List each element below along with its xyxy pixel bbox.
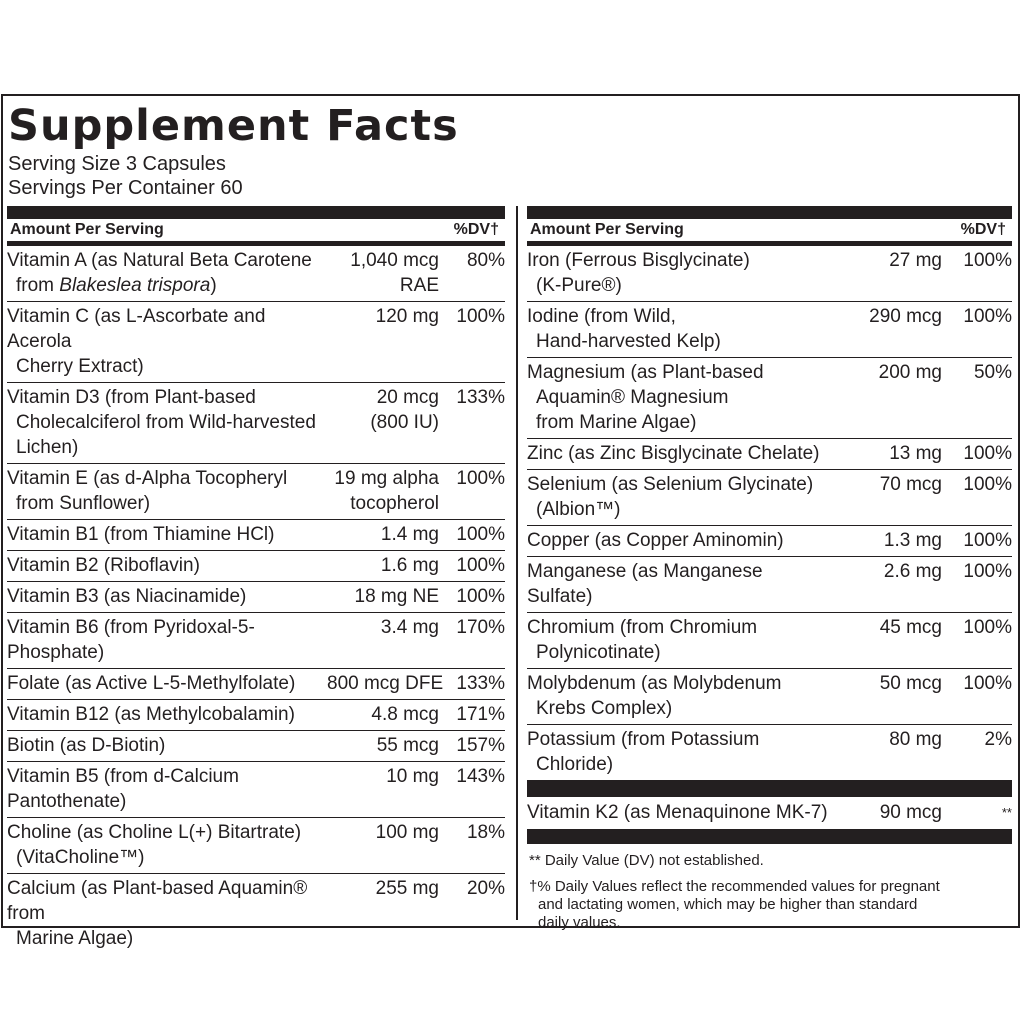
nutrient-row <box>7 669 505 700</box>
nutrient-name-line: Vitamin K2 (as Menaquinone MK-7) <box>527 802 828 823</box>
nutrient-name-line: Vitamin B3 (as Niacinamide) <box>7 586 247 607</box>
amount-line: 4.8 mcg <box>371 704 439 725</box>
nutrient-name-line: Potassium (from Potassium <box>527 729 760 750</box>
amount-header: Amount Per Serving <box>10 221 164 238</box>
nutrient-name-line: Vitamin A (as Natural Beta Carotene <box>7 250 312 271</box>
nutrient-dv: 100% <box>963 561 1012 582</box>
nutrient-name-line: Vitamin E (as d-Alpha Tocopheryl <box>7 468 288 489</box>
nutrient-row <box>7 551 505 582</box>
nutrient-dv: 133% <box>456 387 505 408</box>
nutrient-row <box>527 358 1012 439</box>
nutrient-name-line: Vitamin B6 (from Pyridoxal-5-Phosphate) <box>7 617 255 663</box>
nutrient-dv: 100% <box>963 530 1012 551</box>
amount-line: 80 mg <box>889 729 942 750</box>
bottom-bar <box>527 829 1012 844</box>
nutrient-name <box>527 800 832 825</box>
nutrient-name <box>7 733 327 758</box>
nutrient-name-line: Krebs Complex) <box>536 698 673 719</box>
nutrient-name-line <box>7 273 327 298</box>
nutrient-name <box>527 559 832 609</box>
nutrient-name-line: Vitamin D3 (from Plant-based <box>7 387 256 408</box>
top-bar <box>527 206 1012 219</box>
nutrient-amount <box>327 702 439 727</box>
nutrient-name-line: Magnesium (as Plant-based <box>527 362 764 383</box>
nutrient-name <box>527 671 832 721</box>
nutrient-name <box>527 727 832 777</box>
nutrient-amount <box>832 727 942 777</box>
nutrient-amount <box>832 441 942 466</box>
nutrient-amount <box>327 671 444 696</box>
amount-line: 800 mcg DFE <box>327 673 444 694</box>
dv-header: %DV† <box>453 221 499 238</box>
nutrient-amount <box>832 472 942 522</box>
nutrient-amount <box>327 820 439 870</box>
nutrient-dv: 171% <box>456 704 505 725</box>
nutrient-row <box>527 557 1012 613</box>
nutrient-row <box>7 731 505 762</box>
footnote-line: †% Daily Values reflect the recommended values for pregnant <box>529 878 940 895</box>
nutrient-dv: 100% <box>963 673 1012 694</box>
dv-header: %DV† <box>960 221 1006 238</box>
amount-line: 3.4 mg <box>380 617 439 638</box>
nutrient-row <box>527 526 1012 557</box>
nutrient-row <box>527 669 1012 725</box>
name-text: from <box>16 275 60 296</box>
nutrient-name <box>527 360 832 435</box>
amount-line: 20 mcg <box>376 387 439 408</box>
nutrient-row <box>7 246 505 302</box>
nutrient-name-line: Chromium (from Chromium <box>527 617 758 638</box>
nutrient-amount <box>327 584 439 609</box>
nutrient-name-line: Vitamin B1 (from Thiamine HCl) <box>7 524 275 545</box>
nutrient-name <box>7 248 327 298</box>
nutrient-amount <box>327 615 439 665</box>
nutrient-row <box>527 246 1012 302</box>
nutrient-row-vitamin-k2 <box>527 797 1012 829</box>
amount-line: 1.3 mg <box>883 530 942 551</box>
nutrient-dv: 100% <box>456 586 505 607</box>
nutrient-name-line: Iron (Ferrous Bisglycinate) <box>527 250 750 271</box>
nutrient-name <box>527 304 832 354</box>
nutrient-name <box>7 553 327 578</box>
nutrient-name <box>7 522 327 547</box>
amount-line: 27 mg <box>889 250 942 271</box>
amount-line: 1.6 mg <box>380 555 439 576</box>
nutrient-name <box>7 584 327 609</box>
nutrient-amount <box>832 360 942 435</box>
nutrient-amount <box>327 248 439 298</box>
nutrient-dv: 100% <box>963 443 1012 464</box>
serving-size: Serving Size 3 Capsules <box>8 153 226 175</box>
nutrient-row <box>527 470 1012 526</box>
nutrient-dv: 50% <box>973 362 1012 383</box>
nutrient-dv: 20% <box>466 878 505 899</box>
amount-line: (800 IU) <box>370 412 439 433</box>
nutrient-name-line: Marine Algae) <box>16 928 134 949</box>
nutrient-name-line: Aquamin® Magnesium <box>536 387 729 408</box>
nutrient-row <box>7 302 505 383</box>
nutrient-dv: 100% <box>456 524 505 545</box>
nutrient-name-line: Copper (as Copper Aminomin) <box>527 530 784 551</box>
nutrient-amount: 90 mcg <box>879 802 942 823</box>
nutrient-name <box>7 385 327 460</box>
nutrient-amount <box>832 248 942 298</box>
nutrient-name-line: Iodine (from Wild, <box>527 306 676 327</box>
nutrient-amount <box>327 304 439 379</box>
nutrient-name <box>527 248 832 298</box>
nutrient-dv: 143% <box>456 766 505 787</box>
nutrient-name <box>7 702 327 727</box>
nutrient-name-line: Folate (as Active L-5-Methylfolate) <box>7 673 296 694</box>
amount-line: 1.4 mg <box>380 524 439 545</box>
nutrient-name-line: (K-Pure®) <box>536 275 622 296</box>
nutrient-name-line: Vitamin B5 (from d-Calcium Pantothenate) <box>7 766 239 812</box>
servings-per-container: Servings Per Container 60 <box>8 177 243 199</box>
nutrient-name-line: (VitaCholine™) <box>16 847 145 868</box>
nutrient-row <box>7 383 505 464</box>
amount-line: tocopherol <box>350 493 439 514</box>
amount-line: 2.6 mg <box>883 561 942 582</box>
amount-line: 255 mg <box>375 878 439 899</box>
nutrient-name-line: Vitamin C (as L-Ascorbate and Acerola <box>7 306 266 352</box>
nutrient-row <box>7 582 505 613</box>
nutrient-name-line: Zinc (as Zinc Bisglycinate Chelate) <box>527 443 820 464</box>
nutrient-dv: 100% <box>456 555 505 576</box>
section-bar <box>527 780 1012 797</box>
nutrient-dv: 100% <box>963 617 1012 638</box>
nutrient-row <box>527 302 1012 358</box>
nutrient-name <box>527 615 832 665</box>
amount-line: 1,040 mcg <box>350 250 439 271</box>
amount-line: 10 mg <box>386 766 439 787</box>
amount-line: 70 mcg <box>879 474 942 495</box>
nutrient-row <box>7 818 505 874</box>
amount-line: 50 mcg <box>879 673 942 694</box>
nutrient-name-line: Calcium (as Plant-based Aquamin® from <box>7 878 308 924</box>
nutrient-row <box>527 439 1012 470</box>
nutrient-name-line: Cherry Extract) <box>16 356 144 377</box>
nutrient-row <box>527 725 1012 780</box>
footnote-line: daily values. <box>538 914 621 931</box>
nutrient-row <box>527 613 1012 669</box>
nutrient-amount <box>832 304 942 354</box>
right-column <box>527 206 1012 932</box>
nutrient-row <box>7 700 505 731</box>
nutrient-name-line: Polynicotinate) <box>536 642 661 663</box>
amount-line: 200 mg <box>878 362 942 383</box>
footnote-line: and lactating women, which may be higher than standard <box>538 896 918 913</box>
nutrient-name <box>7 876 327 951</box>
nutrient-name <box>7 615 327 665</box>
amount-line: 13 mg <box>889 443 942 464</box>
nutrient-amount <box>327 764 439 814</box>
nutrient-dv: 133% <box>456 673 505 694</box>
footnote-dv-not-established: ** Daily Value (DV) not established. <box>529 852 764 869</box>
nutrient-amount <box>327 733 439 758</box>
top-bar <box>7 206 505 219</box>
nutrient-dv: ** <box>1001 805 1012 820</box>
nutrient-name <box>7 304 327 379</box>
nutrient-amount <box>832 615 942 665</box>
nutrient-amount <box>327 876 439 951</box>
nutrient-name <box>527 472 832 522</box>
nutrient-amount <box>832 559 942 609</box>
amount-line: 45 mcg <box>879 617 942 638</box>
nutrient-row <box>7 464 505 520</box>
nutrient-name <box>527 441 832 466</box>
nutrient-name-line: Selenium (as Selenium Glycinate) <box>527 474 814 495</box>
column-header <box>7 219 505 241</box>
nutrient-name <box>527 528 832 553</box>
nutrient-name-line: Molybdenum (as Molybdenum <box>527 673 782 694</box>
nutrient-name <box>7 671 327 696</box>
nutrient-row <box>7 762 505 818</box>
amount-line: 290 mcg <box>869 306 942 327</box>
nutrient-name <box>7 764 327 814</box>
name-text: ) <box>210 275 217 296</box>
nutrient-name <box>7 820 327 870</box>
nutrient-amount <box>832 528 942 553</box>
nutrient-dv: 100% <box>963 250 1012 271</box>
amount-line: 55 mcg <box>376 735 439 756</box>
nutrient-amount <box>832 671 942 721</box>
right-nutrient-list <box>527 246 1012 780</box>
nutrient-amount <box>327 553 439 578</box>
nutrient-name-line: Choline (as Choline L(+) Bitartrate) <box>7 822 302 843</box>
nutrient-dv: 157% <box>456 735 505 756</box>
left-column <box>7 206 505 954</box>
nutrient-dv: 170% <box>456 617 505 638</box>
amount-header: Amount Per Serving <box>530 221 684 238</box>
nutrient-row <box>7 520 505 551</box>
nutrient-dv: 100% <box>456 468 505 489</box>
nutrient-name-line: from Marine Algae) <box>536 412 697 433</box>
nutrient-amount <box>327 466 439 516</box>
amount-line: 120 mg <box>375 306 439 327</box>
column-header <box>527 219 1012 241</box>
nutrient-amount <box>327 522 439 547</box>
nutrient-name-line: Biotin (as D-Biotin) <box>7 735 166 756</box>
amount-line: 100 mg <box>375 822 439 843</box>
nutrient-dv: 2% <box>984 729 1012 750</box>
nutrient-name-line: Cholecalciferol from Wild-harvested <box>16 412 316 433</box>
nutrient-dv: 100% <box>456 306 505 327</box>
nutrient-name-line: from Sunflower) <box>16 493 151 514</box>
nutrient-dv: 18% <box>466 822 505 843</box>
column-divider <box>516 206 518 920</box>
nutrient-name-line: Vitamin B12 (as Methylcobalamin) <box>7 704 295 725</box>
nutrient-name-line: Chloride) <box>536 754 614 775</box>
nutrient-dv: 100% <box>963 306 1012 327</box>
left-nutrient-list <box>7 246 505 954</box>
nutrient-name-line: Manganese (as Manganese Sulfate) <box>527 561 763 607</box>
nutrient-name-line: Vitamin B2 (Riboflavin) <box>7 555 200 576</box>
footnote-dagger <box>527 878 1012 932</box>
species-name: Blakeslea trispora <box>59 275 211 296</box>
nutrient-name-line: Hand-harvested Kelp) <box>536 331 721 352</box>
nutrient-dv: 100% <box>963 474 1012 495</box>
amount-line: 19 mg alpha <box>334 468 439 489</box>
amount-line: RAE <box>399 275 439 296</box>
nutrient-row <box>7 874 505 954</box>
amount-line: 18 mg NE <box>354 586 439 607</box>
nutrient-name-line: Lichen) <box>16 437 79 458</box>
nutrient-dv: 80% <box>466 250 505 271</box>
nutrient-amount <box>327 385 439 460</box>
label-title: Supplement Facts <box>8 101 459 151</box>
nutrient-name <box>7 466 327 516</box>
nutrient-row <box>7 613 505 669</box>
nutrient-name-line: (Albion™) <box>536 499 621 520</box>
